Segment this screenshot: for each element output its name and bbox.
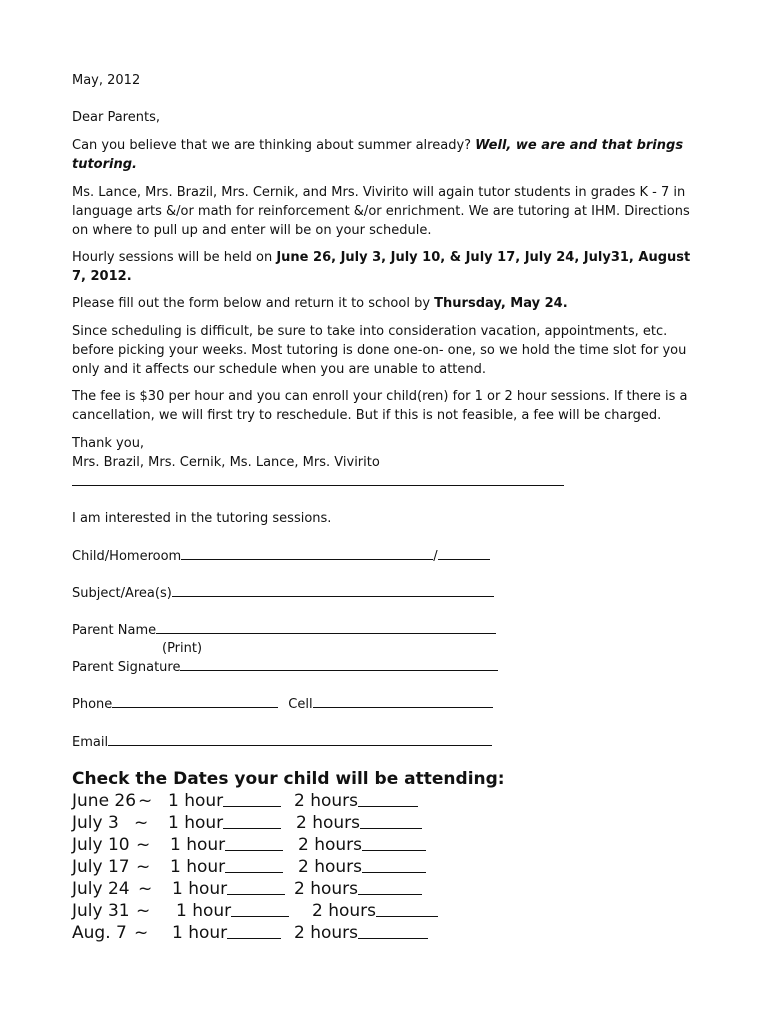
letter-date: May, 2012: [72, 73, 141, 88]
two-hours-blank[interactable]: [358, 790, 418, 807]
one-hour-option[interactable]: [172, 922, 227, 944]
phone-row: [72, 694, 493, 714]
paragraph-tutors: Ms. Lance, Mrs. Brazil, Mrs. Cernik, and Mrs. Vivirito will again tutor students in grades K - 7 in language arts &/or math for reinforcement &/or enrichment. We are tutoring at IHM. Directions on where to pull up and enter will be on your schedule.: [72, 185, 690, 238]
one-hour-blank[interactable]: [223, 790, 281, 807]
date-label: July 31: [72, 901, 130, 921]
two-hours-option[interactable]: [298, 856, 362, 878]
one-hour-blank[interactable]: [231, 900, 289, 917]
two-hours-label: 2 hours: [294, 791, 359, 811]
print-note: (Print): [162, 641, 203, 656]
cell-label: Cell: [288, 697, 313, 712]
paragraph-scheduling: Since scheduling is difficult, be sure to take into consideration vacation, appointments, etc. before picking your weeks. Most tutoring is done one-on- one, so we hold the time slot for you only and it affects our schedule when you are unable to attend.: [72, 324, 687, 377]
tilde-separator: ~: [136, 857, 151, 877]
one-hour-label: 1 hour: [172, 923, 228, 943]
two-hours-blank[interactable]: [358, 922, 428, 939]
one-hour-blank[interactable]: [225, 856, 283, 873]
one-hour-option[interactable]: [172, 878, 227, 900]
two-hours-option[interactable]: [312, 900, 376, 922]
subject-row: [72, 583, 494, 603]
two-hours-option[interactable]: [294, 922, 358, 944]
return-date: Thursday, May 24.: [434, 296, 568, 311]
one-hour-option[interactable]: [176, 900, 231, 922]
parent-signature-row: [72, 657, 498, 677]
parent-signature-field[interactable]: [180, 657, 498, 671]
child-homeroom-row: [72, 546, 490, 566]
two-hours-label: 2 hours: [298, 857, 363, 877]
two-hours-option[interactable]: [296, 812, 360, 834]
session-dates: June 26, July 3, July 10, & July 17, July 24, July31, August 7, 2012.: [72, 250, 691, 284]
phone-field[interactable]: [112, 694, 278, 708]
tilde-separator: ~: [134, 813, 149, 833]
two-hours-blank[interactable]: [362, 856, 426, 873]
tilde-separator: ~: [138, 879, 153, 899]
cell-field[interactable]: [313, 694, 493, 708]
tilde-separator: ~: [138, 791, 153, 811]
interest-statement: I am interested in the tutoring sessions.: [72, 511, 332, 526]
two-hours-label: 2 hours: [294, 879, 359, 899]
parent-name-row: [72, 620, 496, 640]
one-hour-label: 1 hour: [170, 857, 226, 877]
two-hours-label: 2 hours: [298, 835, 363, 855]
two-hours-blank[interactable]: [376, 900, 438, 917]
parent-name-field[interactable]: [156, 620, 496, 634]
date-label: June 26: [72, 791, 137, 811]
two-hours-label: 2 hours: [294, 923, 359, 943]
tilde-separator: ~: [136, 835, 151, 855]
date-label: July 24: [72, 879, 130, 899]
intro-emphasis: Well, we are and that brings tutoring.: [72, 138, 684, 172]
sessions-text: Hourly sessions will be held on: [72, 250, 277, 265]
one-hour-option[interactable]: [168, 790, 223, 812]
date-label: July 3: [72, 813, 119, 833]
child-homeroom-label: Child/Homeroom: [72, 549, 182, 564]
two-hours-label: 2 hours: [296, 813, 361, 833]
one-hour-label: 1 hour: [172, 879, 228, 899]
homeroom-field[interactable]: [438, 546, 490, 560]
cut-line-divider: [72, 485, 564, 486]
parent-name-label: Parent Name: [72, 623, 157, 638]
paragraph-fee: The fee is $30 per hour and you can enroll your child(ren) for 1 or 2 hour sessions. If there is a cancellation, we will first try to reschedule. But if this is not feasible, a fee will be charged.: [72, 389, 688, 423]
tilde-separator: ~: [136, 901, 151, 921]
one-hour-label: 1 hour: [176, 901, 232, 921]
email-label: Email: [72, 735, 109, 750]
email-row: [72, 732, 492, 752]
signers: Mrs. Brazil, Mrs. Cernik, Ms. Lance, Mrs. Vivirito: [72, 455, 380, 470]
date-label: July 17: [72, 857, 130, 877]
paragraph-return: [72, 294, 702, 313]
two-hours-blank[interactable]: [358, 878, 422, 895]
date-label: July 10: [72, 835, 130, 855]
one-hour-option[interactable]: [170, 856, 225, 878]
subject-field[interactable]: [172, 583, 494, 597]
one-hour-option[interactable]: [170, 834, 225, 856]
one-hour-label: 1 hour: [168, 813, 224, 833]
closing: Thank you,: [72, 436, 145, 451]
two-hours-option[interactable]: [294, 790, 358, 812]
parent-signature-label: Parent Signature: [72, 660, 181, 675]
intro-text: Can you believe that we are thinking about summer already?: [72, 138, 476, 153]
return-text: Please fill out the form below and return it to school by: [72, 296, 435, 311]
child-name-field[interactable]: [181, 546, 433, 560]
two-hours-blank[interactable]: [360, 812, 422, 829]
phone-label: Phone: [72, 697, 113, 712]
email-field[interactable]: [108, 732, 492, 746]
one-hour-blank[interactable]: [227, 878, 285, 895]
two-hours-blank[interactable]: [362, 834, 426, 851]
tilde-separator: ~: [134, 923, 149, 943]
paragraph-sessions: [72, 248, 702, 286]
two-hours-option[interactable]: [294, 878, 358, 900]
one-hour-option[interactable]: [168, 812, 223, 834]
two-hours-option[interactable]: [298, 834, 362, 856]
one-hour-blank[interactable]: [227, 922, 281, 939]
homeroom-separator: /: [433, 549, 438, 564]
one-hour-blank[interactable]: [223, 812, 281, 829]
paragraph-intro: [72, 136, 702, 174]
one-hour-blank[interactable]: [225, 834, 283, 851]
greeting: Dear Parents,: [72, 110, 160, 125]
date-label: Aug. 7: [72, 923, 127, 943]
subject-label: Subject/Area(s): [72, 586, 172, 601]
two-hours-label: 2 hours: [312, 901, 377, 921]
one-hour-label: 1 hour: [170, 835, 226, 855]
schedule-heading: Check the Dates your child will be attending:: [72, 769, 505, 789]
one-hour-label: 1 hour: [168, 791, 224, 811]
